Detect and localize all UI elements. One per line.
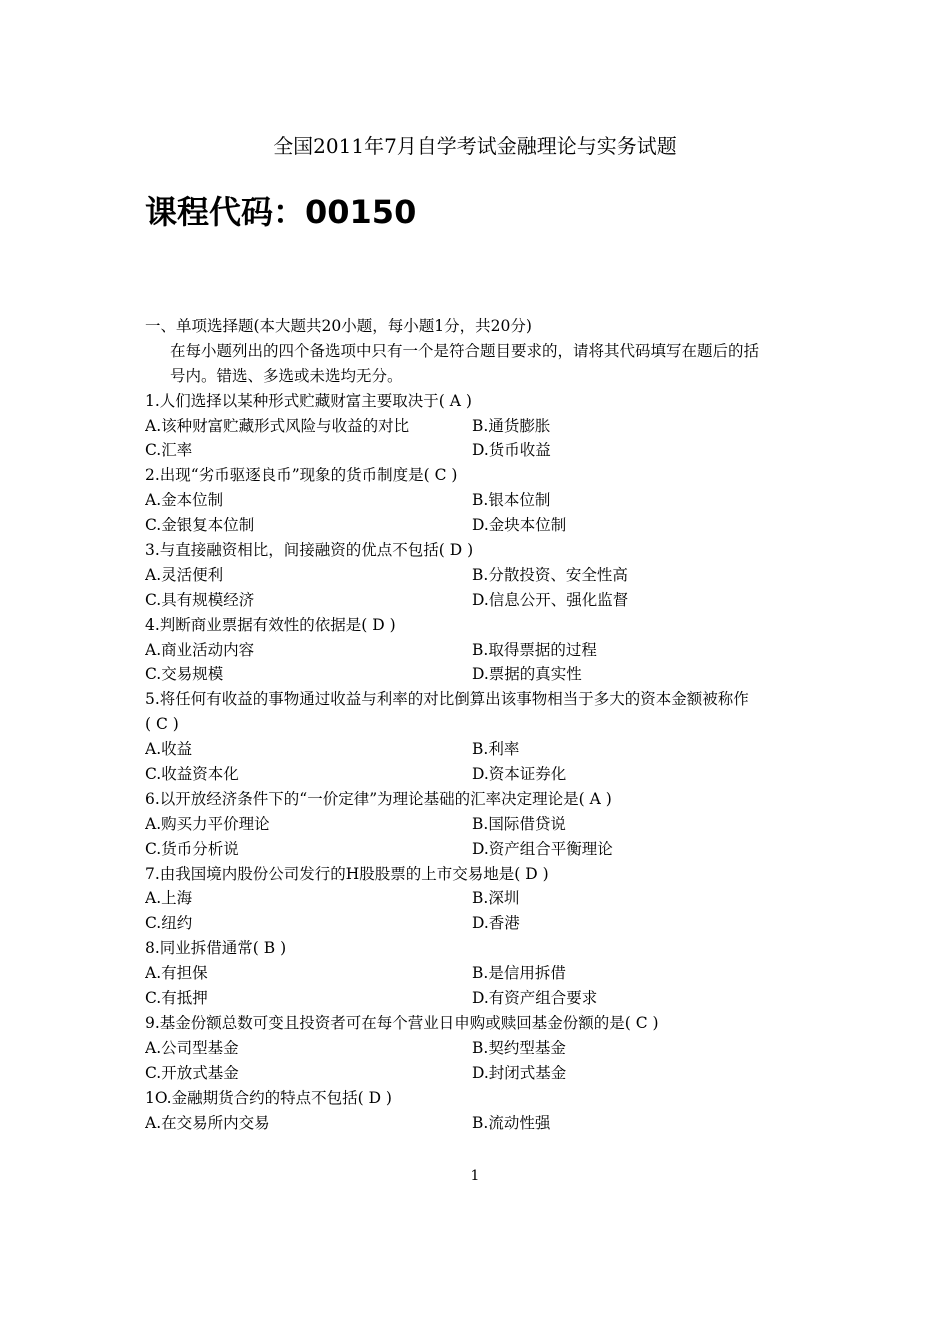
question-stem: 2.出现“劣币驱逐良币”现象的货币制度是( C ) (145, 466, 458, 485)
option-row (145, 488, 815, 513)
option-row (145, 588, 815, 613)
answer-option: B.契约型基金 (472, 1038, 566, 1057)
option-row (145, 662, 815, 687)
answer-option: D.有资产组合要求 (472, 989, 598, 1008)
answer-option: A.公司型基金 (145, 1038, 239, 1057)
answer-option: B.取得票据的过程 (472, 640, 597, 659)
answer-option: A.商业活动内容 (145, 640, 255, 659)
answer-option: B.深圳 (472, 889, 520, 908)
answer-option: B.流动性强 (472, 1113, 551, 1132)
answer-option: D.金块本位制 (472, 516, 567, 535)
question-item (145, 687, 815, 787)
question-item (145, 862, 815, 937)
question-stem: 1O.金融期货合约的特点不包括( D ) (145, 1088, 392, 1107)
answer-option: B.利率 (472, 740, 520, 759)
answer-option: C.交易规模 (145, 665, 224, 684)
option-row (145, 762, 815, 787)
question-stem: 7.由我国境内股份公司发行的H股股票的上市交易地是( D ) (145, 864, 549, 883)
option-row (145, 513, 815, 538)
question-stem: 5.将任何有收益的事物通过收益与利率的对比倒算出该事物相当于多大的资本金额被称作 (145, 690, 749, 709)
option-row (145, 438, 815, 463)
page-number: 1 (470, 1168, 480, 1184)
answer-option: C.纽约 (145, 914, 193, 933)
answer-option: C.货币分析说 (145, 839, 239, 858)
question-item (145, 1011, 815, 1086)
option-row (145, 638, 815, 663)
question-stem: 9.基金份额总数可变且投资者可在每个营业日申购或赎回基金份额的是( C ) (145, 1013, 659, 1032)
answer-option: A.该种财富贮藏形式风险与收益的对比 (145, 416, 410, 435)
answer-option: D.票据的真实性 (472, 665, 582, 684)
question-item (145, 787, 815, 862)
question-list (145, 389, 815, 1136)
answer-option: A.在交易所内交易 (145, 1113, 270, 1132)
question-section (145, 314, 815, 1135)
option-row (145, 812, 815, 837)
option-row (145, 414, 815, 439)
option-row (145, 886, 815, 911)
answer-option: A.有担保 (145, 964, 208, 983)
answer-option: A.灵活便利 (145, 565, 224, 584)
answer-option: D.货币收益 (472, 441, 551, 460)
course-code: 课程代码：00150 (145, 193, 417, 231)
instruction-line: 号内。错选、多选或未选均无分。 (170, 366, 403, 385)
answer-option: D.香港 (472, 914, 520, 933)
question-item (145, 613, 815, 688)
answer-option: B.分散投资、安全性高 (472, 565, 628, 584)
answer-option: D.资产组合平衡理论 (472, 839, 613, 858)
question-stem: ( C ) (145, 715, 179, 734)
answer-option: C.收益资本化 (145, 765, 239, 784)
question-item (145, 538, 815, 613)
answer-option: D.信息公开、强化监督 (472, 590, 629, 609)
option-row (145, 986, 815, 1011)
section-heading: 一、单项选择题(本大题共20小题，每小题1分，共20分) (145, 317, 532, 335)
question-item (145, 463, 815, 538)
answer-option: A.购买力平价理论 (145, 814, 270, 833)
option-row (145, 961, 815, 986)
answer-option: C.有抵押 (145, 989, 208, 1008)
option-row (145, 837, 815, 862)
question-item (145, 936, 815, 1011)
answer-option: C.开放式基金 (145, 1063, 239, 1082)
answer-option: A.收益 (145, 740, 193, 759)
option-row (145, 1036, 815, 1061)
question-stem: 4.判断商业票据有效性的依据是( D ) (145, 615, 396, 634)
answer-option: A.上海 (145, 889, 193, 908)
question-stem: 3.与直接融资相比，间接融资的优点不包括( D ) (145, 541, 474, 560)
option-row (145, 1111, 815, 1136)
question-stem: 8.同业拆借通常( B ) (145, 939, 287, 958)
question-item (145, 389, 815, 464)
option-row (145, 1061, 815, 1086)
answer-option: C.汇率 (145, 441, 193, 460)
answer-option: D.资本证券化 (472, 765, 567, 784)
document-title: 全国2011年7月自学考试金融理论与实务试题 (273, 134, 677, 158)
answer-option: C.具有规模经济 (145, 590, 255, 609)
answer-option: B.通货膨胀 (472, 416, 551, 435)
answer-option: B.国际借贷说 (472, 814, 566, 833)
option-row (145, 563, 815, 588)
answer-option: B.是信用拆借 (472, 964, 566, 983)
answer-option: B.银本位制 (472, 491, 551, 510)
answer-option: A.金本位制 (145, 491, 224, 510)
answer-option: C.金银复本位制 (145, 516, 255, 535)
question-stem: 1.人们选择以某种形式贮藏财富主要取决于( A ) (145, 391, 472, 410)
option-row (145, 911, 815, 936)
answer-option: D.封闭式基金 (472, 1063, 567, 1082)
question-stem: 6.以开放经济条件下的“一价定律”为理论基础的汇率决定理论是( A ) (145, 789, 612, 808)
instruction-line: 在每小题列出的四个备选项中只有一个是符合题目要求的，请将其代码填写在题后的括 (170, 341, 760, 360)
option-row (145, 737, 815, 762)
question-item (145, 1086, 815, 1136)
